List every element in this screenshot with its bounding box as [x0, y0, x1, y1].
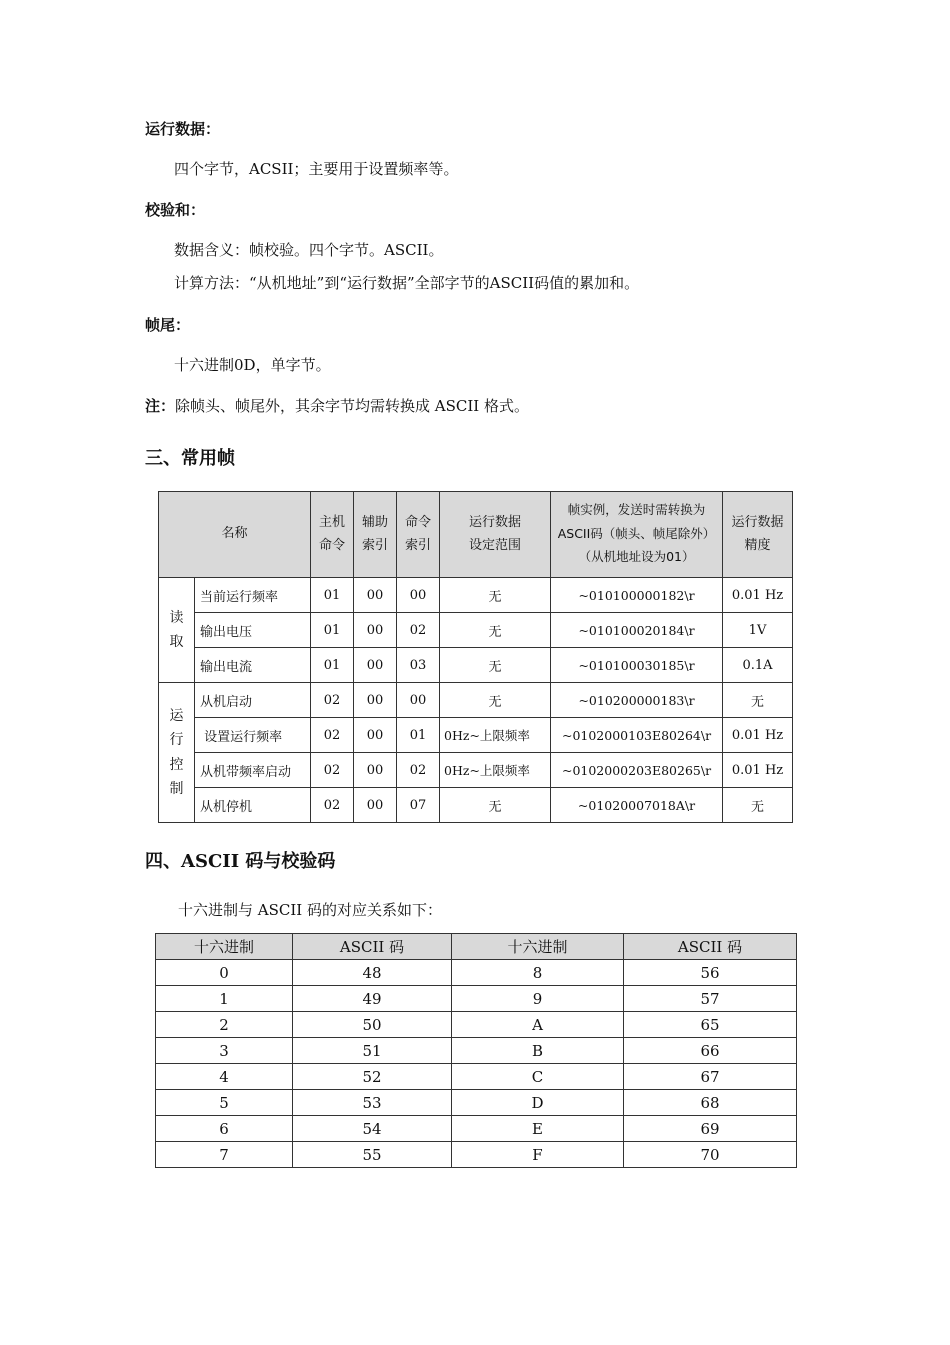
ascii-cell: 4 [156, 1064, 293, 1090]
cell-name: 从机启动 [195, 683, 311, 718]
col-header-aux-index-text: 辅助 索引 [362, 514, 389, 553]
heading-common-frames: 三、常用帧 [145, 448, 235, 469]
heading-ascii: 四、ASCII 码与校验码 [145, 851, 336, 872]
col-header-example-text: 帧实例，发送时需转换为 ASCII码（帧头、帧尾除外） （从机地址设为01） [557, 501, 716, 565]
ascii-cell: 70 [624, 1142, 797, 1168]
cell-master-cmd: 02 [311, 683, 354, 718]
cell-precision: 无 [723, 788, 793, 823]
group-label: 运 行 控 制 [169, 707, 184, 797]
ascii-cell: 50 [293, 1012, 452, 1038]
ascii-cell: 48 [293, 960, 452, 986]
table-row [159, 718, 793, 753]
ascii-cell: E [452, 1116, 624, 1142]
ascii-cell: 3 [156, 1038, 293, 1064]
cell-example: ~01020007018A\r [551, 788, 723, 823]
group-label: 读 取 [169, 609, 184, 650]
ascii-table [155, 933, 797, 1168]
frame-table-header [159, 492, 793, 578]
cell-aux-index: 00 [354, 718, 397, 753]
cell-name: 当前运行频率 [195, 578, 311, 613]
ascii-cell: 55 [293, 1142, 452, 1168]
cell-precision: 1V [723, 613, 793, 648]
ascii-cell: 54 [293, 1116, 452, 1142]
col-header-master-cmd-text: 主机 命令 [319, 514, 346, 553]
ascii-cell: 56 [624, 960, 797, 986]
cell-aux-index: 00 [354, 753, 397, 788]
table-row [156, 1142, 797, 1168]
note-label: 注： [145, 397, 176, 415]
ascii-cell: A [452, 1012, 624, 1038]
cell-example: ~010100030185\r [551, 648, 723, 683]
cell-example: ~010100000182\r [551, 578, 723, 613]
cell-example: ~010200000183\r [551, 683, 723, 718]
ascii-cell: 1 [156, 986, 293, 1012]
ascii-header-code-1: ASCII 码 [293, 934, 452, 960]
cell-aux-index: 00 [354, 613, 397, 648]
cell-cmd-index: 00 [397, 683, 440, 718]
cell-cmd-index: 02 [397, 613, 440, 648]
common-frames-table [158, 491, 793, 823]
ascii-cell: 65 [624, 1012, 797, 1038]
ascii-header-code-2: ASCII 码 [624, 934, 797, 960]
ascii-cell: 0 [156, 960, 293, 986]
table-row [156, 960, 797, 986]
ascii-cell: 66 [624, 1038, 797, 1064]
note [145, 395, 529, 416]
ascii-cell: 53 [293, 1090, 452, 1116]
ascii-table-header [156, 934, 797, 960]
cell-range: 无 [440, 613, 551, 648]
note-text: 除帧头、帧尾外，其余字节均需转换成 ASCII 格式。 [175, 397, 529, 415]
group-label-cell [159, 683, 195, 823]
cell-master-cmd: 01 [311, 578, 354, 613]
cell-precision: 无 [723, 683, 793, 718]
ascii-cell: 52 [293, 1064, 452, 1090]
col-header-aux-index [354, 492, 397, 578]
frame-end-desc: 十六进制0D，单字节。 [174, 356, 331, 374]
cell-name: 从机停机 [195, 788, 311, 823]
col-header-range [440, 492, 551, 578]
cell-example: ~010100020184\r [551, 613, 723, 648]
table-row [156, 1064, 797, 1090]
table-row [159, 683, 793, 718]
table-row [156, 1012, 797, 1038]
cell-aux-index: 00 [354, 578, 397, 613]
cell-range: 无 [440, 578, 551, 613]
cell-range: 无 [440, 788, 551, 823]
ascii-cell: 9 [452, 986, 624, 1012]
cell-master-cmd: 02 [311, 718, 354, 753]
checksum-meaning: 数据含义：帧校验。四个字节。ASCII。 [174, 241, 444, 259]
col-header-precision [723, 492, 793, 578]
ascii-cell: 5 [156, 1090, 293, 1116]
cell-aux-index: 00 [354, 683, 397, 718]
cell-range: 0Hz~上限频率 [440, 753, 551, 788]
cell-name: 设置运行频率 [195, 718, 311, 753]
cell-master-cmd: 02 [311, 788, 354, 823]
table-row [156, 1038, 797, 1064]
cell-master-cmd: 02 [311, 753, 354, 788]
ascii-cell: 68 [624, 1090, 797, 1116]
table-row [159, 788, 793, 823]
ascii-cell: B [452, 1038, 624, 1064]
col-header-name: 名称 [159, 492, 311, 578]
col-header-master-cmd [311, 492, 354, 578]
col-header-cmd-index [397, 492, 440, 578]
table-row [159, 613, 793, 648]
checksum-method: 计算方法：“从机地址”到“运行数据”全部字节的ASCII码值的累加和。 [174, 274, 640, 292]
ascii-intro: 十六进制与 ASCII 码的对应关系如下： [178, 901, 442, 919]
cell-master-cmd: 01 [311, 613, 354, 648]
cell-example: ~0102000103E80264\r [551, 718, 723, 753]
ascii-cell: 6 [156, 1116, 293, 1142]
table-row [156, 1116, 797, 1142]
cell-aux-index: 00 [354, 648, 397, 683]
table-row [156, 1090, 797, 1116]
cell-name: 输出电压 [195, 613, 311, 648]
ascii-cell: 7 [156, 1142, 293, 1168]
col-header-example [551, 492, 723, 578]
checksum-title: 校验和： [145, 201, 206, 219]
col-header-cmd-index-text: 命令 索引 [405, 514, 432, 553]
cell-cmd-index: 07 [397, 788, 440, 823]
ascii-cell: D [452, 1090, 624, 1116]
cell-name: 从机带频率启动 [195, 753, 311, 788]
cell-precision: 0.01 Hz [723, 578, 793, 613]
table-row [159, 578, 793, 613]
frame-end-title: 帧尾： [145, 316, 191, 334]
ascii-cell: F [452, 1142, 624, 1168]
ascii-cell: 57 [624, 986, 797, 1012]
cell-range: 无 [440, 683, 551, 718]
cell-example: ~0102000203E80265\r [551, 753, 723, 788]
cell-precision: 0.1A [723, 648, 793, 683]
cell-name: 输出电流 [195, 648, 311, 683]
cell-aux-index: 00 [354, 788, 397, 823]
cell-range: 无 [440, 648, 551, 683]
cell-cmd-index: 01 [397, 718, 440, 753]
group-label-cell [159, 578, 195, 683]
ascii-cell: 69 [624, 1116, 797, 1142]
table-row [159, 648, 793, 683]
ascii-cell: 67 [624, 1064, 797, 1090]
ascii-cell: C [452, 1064, 624, 1090]
run-data-desc: 四个字节，ACSII；主要用于设置频率等。 [174, 160, 459, 178]
cell-cmd-index: 03 [397, 648, 440, 683]
ascii-header-hex-2: 十六进制 [452, 934, 624, 960]
cell-range: 0Hz~上限频率 [440, 718, 551, 753]
ascii-cell: 8 [452, 960, 624, 986]
ascii-cell: 49 [293, 986, 452, 1012]
cell-precision: 0.01 Hz [723, 718, 793, 753]
cell-cmd-index: 02 [397, 753, 440, 788]
ascii-cell: 51 [293, 1038, 452, 1064]
cell-master-cmd: 01 [311, 648, 354, 683]
cell-precision: 0.01 Hz [723, 753, 793, 788]
ascii-header-hex-1: 十六进制 [156, 934, 293, 960]
ascii-cell: 2 [156, 1012, 293, 1038]
col-header-precision-text: 运行数据 精度 [731, 514, 784, 553]
cell-cmd-index: 00 [397, 578, 440, 613]
table-row [156, 986, 797, 1012]
run-data-title: 运行数据： [145, 120, 221, 138]
col-header-range-text: 运行数据 设定范围 [469, 514, 522, 553]
table-row [159, 753, 793, 788]
